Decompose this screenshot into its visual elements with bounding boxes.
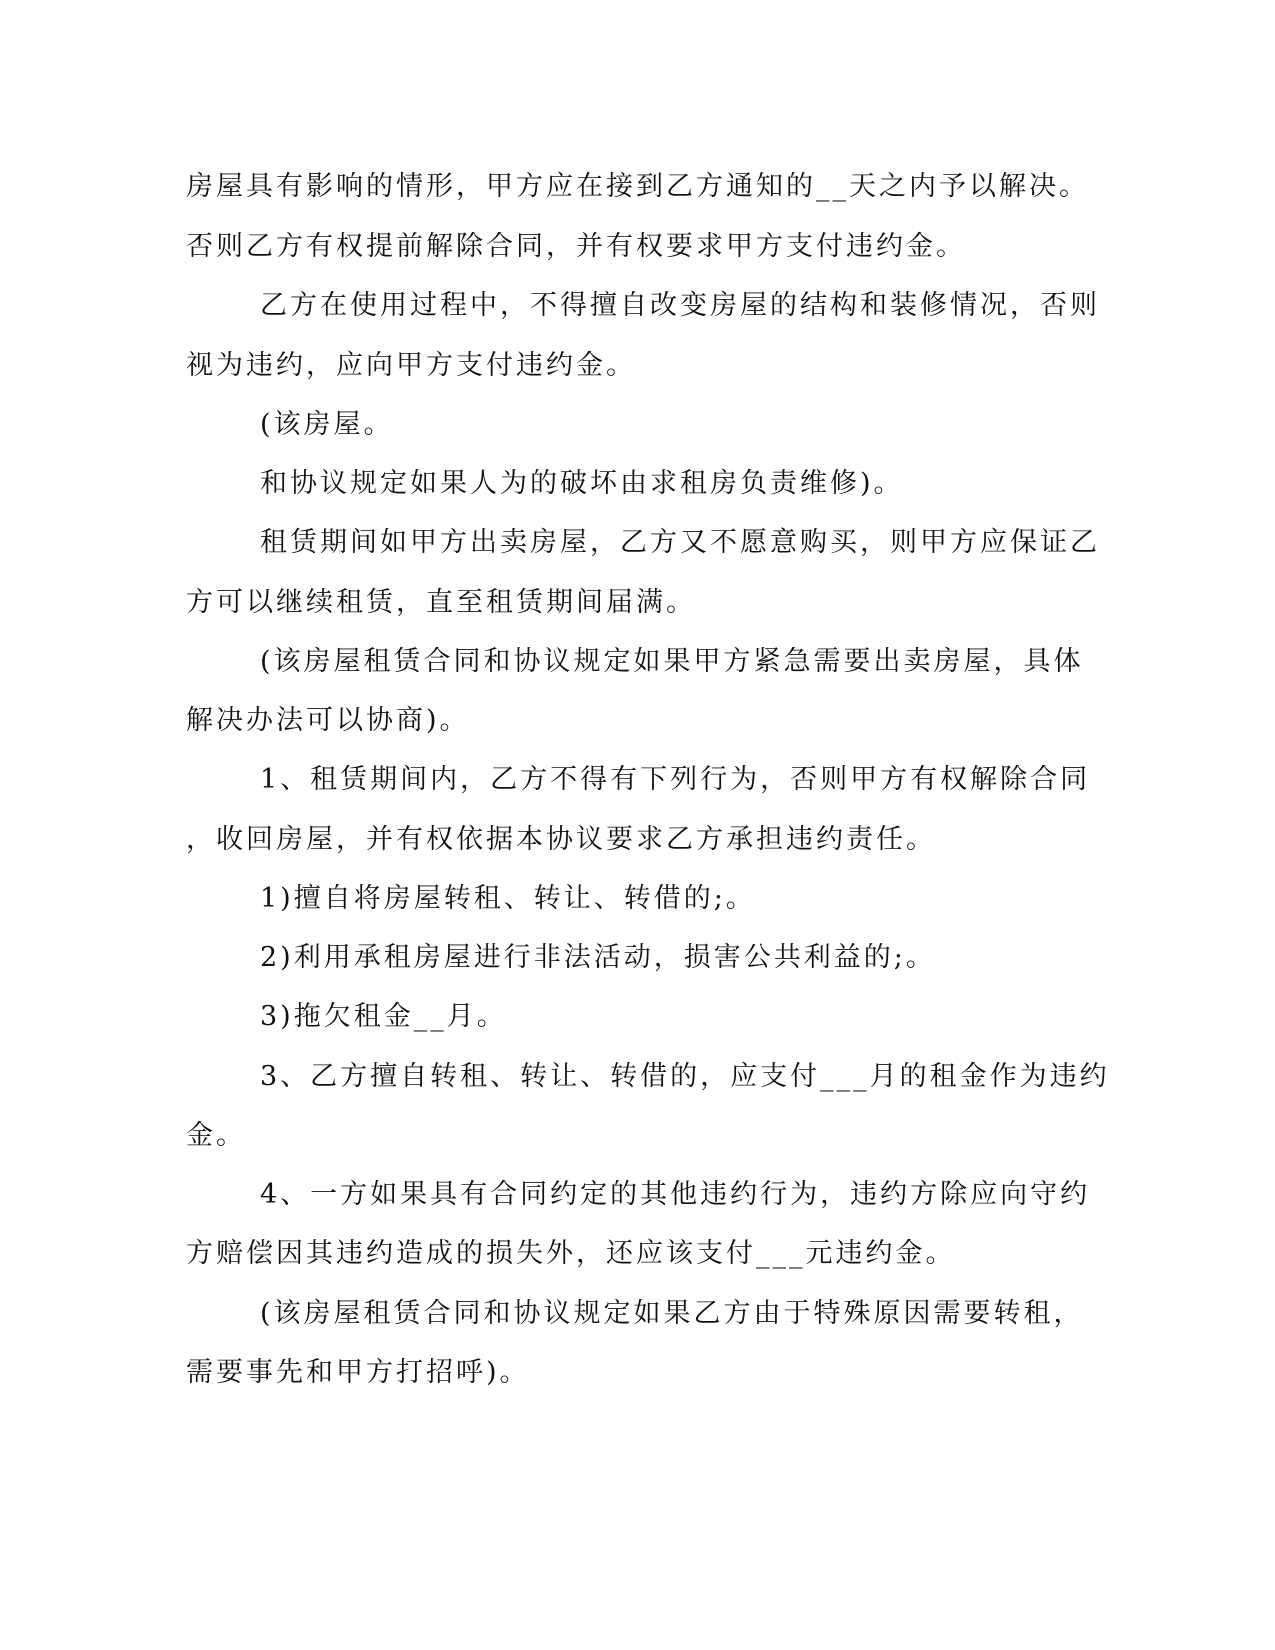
text-line: 房屋具有影响的情形，甲方应在接到乙方通知的__天之内予以解决。 [186, 171, 1089, 202]
text-line: 乙方在使用过程中，不得擅自改变房屋的结构和装修情况，否则 [260, 290, 1100, 321]
text-line: 租赁期间如甲方出卖房屋，乙方又不愿意购买，则甲方应保证乙 [260, 527, 1100, 558]
text-line: 和协议规定如果人为的破坏由求租房负责维修)。 [260, 468, 904, 499]
text-line: 4、一方如果具有合同约定的其他违约行为，违约方除应向守约 [260, 1179, 1091, 1210]
text-line: (该房屋租赁合同和协议规定如果甲方紧急需要出卖房屋，具体 [260, 646, 1084, 677]
text-line: 1、租赁期间内，乙方不得有下列行为，否则甲方有权解除合同 [260, 764, 1091, 795]
text-line: 金。 [186, 1120, 246, 1151]
text-line: 视为违约，应向甲方支付违约金。 [186, 350, 636, 381]
text-line: 否则乙方有权提前解除合同，并有权要求甲方支付违约金。 [186, 231, 966, 262]
text-line: 3、乙方擅自转租、转让、转借的，应支付___月的租金作为违约 [260, 1061, 1110, 1092]
text-line: 需要事先和甲方打招呼)。 [186, 1357, 530, 1388]
text-line: (该房屋租赁合同和协议规定如果乙方由于特殊原因需要转租， [260, 1298, 1084, 1329]
text-line: 2)利用承租房屋进行非法活动，损害公共利益的;。 [260, 942, 936, 973]
text-line: 方可以继续租赁，直至租赁期间届满。 [186, 587, 696, 618]
text-line: 解决办法可以协商)。 [186, 705, 470, 736]
text-line: 3)拖欠租金__月。 [260, 1001, 507, 1032]
text-line: (该房屋。 [260, 409, 394, 440]
text-line: 1)擅自将房屋转租、转让、转借的;。 [260, 883, 756, 914]
text-line: 方赔偿因其违约造成的损失外，还应该支付___元违约金。 [186, 1238, 956, 1269]
text-line: ，收回房屋，并有权依据本协议要求乙方承担违约责任。 [186, 824, 936, 855]
